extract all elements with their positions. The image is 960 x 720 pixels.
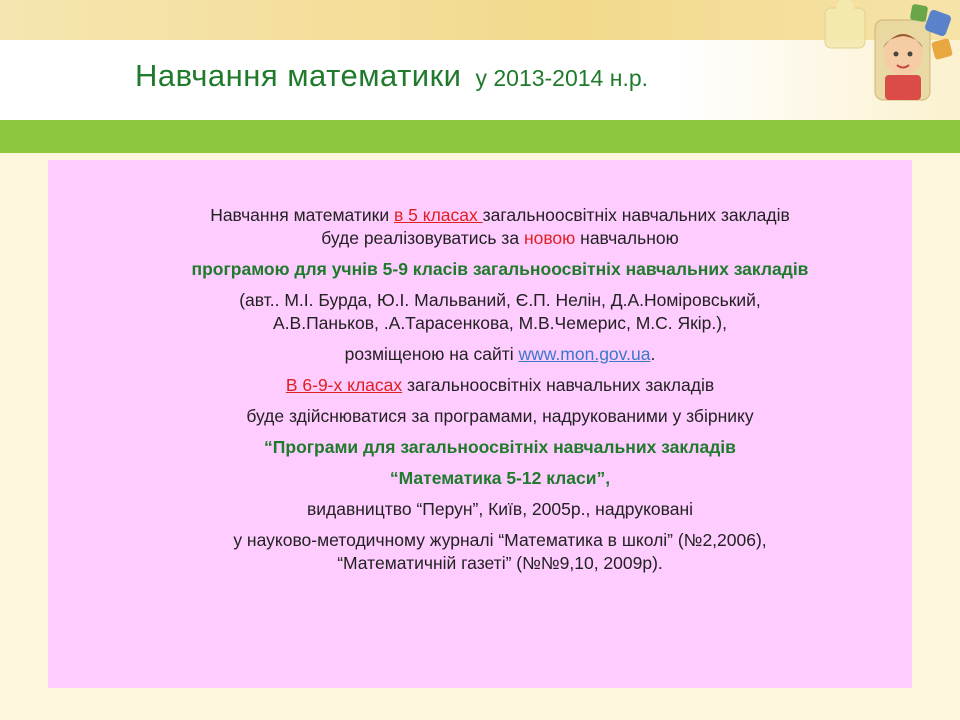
slide-title	[135, 58, 648, 94]
p1-text-a: Навчання математики	[210, 205, 394, 225]
paragraph-7: “Програми для загальноосвітніх навчальних закладів	[264, 437, 736, 457]
p4-text-b: .	[650, 344, 656, 364]
p4-text-a: розміщеною на сайті	[344, 344, 519, 364]
p11-text: “Математичній газеті” (№№9,10, 2009р).	[337, 553, 663, 573]
p1-highlight-new: новою	[523, 228, 576, 248]
p5-highlight-grades: В 6-9-х класах	[285, 375, 403, 395]
paragraph-2: програмою для учнів 5-9 класів загальноосвітніх навчальних закладів	[191, 259, 809, 279]
p1-text-c: буде реалізовуватись за	[321, 228, 524, 248]
content-box	[48, 160, 912, 688]
body-text	[108, 204, 892, 583]
green-bar	[0, 120, 960, 153]
paragraph-3	[108, 289, 892, 335]
paragraph-1	[108, 204, 892, 250]
paragraph-5	[108, 374, 892, 397]
mon-website-link[interactable]: www.mon.gov.ua	[518, 344, 651, 364]
title-years: у 2013-2014 н.р.	[475, 65, 649, 91]
p10-text: у науково-методичному журналі “Математика в школі” (№2,2006),	[233, 530, 767, 550]
paragraph-10	[108, 529, 892, 575]
paragraph-9: видавництво “Перун”, Київ, 2005р., надруковані	[306, 499, 694, 519]
paragraph-6: буде здійснюватися за програмами, надрукованими у збірнику	[246, 406, 754, 426]
p3-authors-a: (авт.. М.І. Бурда, Ю.І. Мальваний, Є.П. Нелін, Д.А.Номіровський,	[239, 290, 761, 310]
paragraph-8: “Математика 5-12 класи”,	[389, 468, 611, 488]
title-main: Навчання математики	[135, 58, 462, 93]
paragraph-4	[108, 343, 892, 366]
puzzle-girl-image	[815, 0, 960, 125]
p5-text-b: загальноосвітніх навчальних закладів	[402, 375, 715, 395]
p1-text-b: загальноосвітніх навчальних закладів	[482, 205, 790, 225]
p1-text-d: навчальною	[575, 228, 679, 248]
p3-authors-b: А.В.Паньков, .А.Тарасенкова, М.В.Чемерис, М.С. Якір.),	[273, 313, 727, 333]
p1-highlight-grade5: в 5 класах	[393, 205, 483, 225]
